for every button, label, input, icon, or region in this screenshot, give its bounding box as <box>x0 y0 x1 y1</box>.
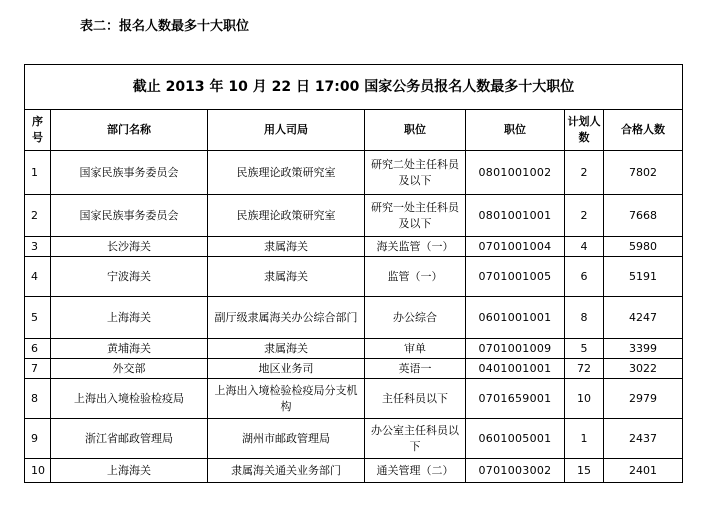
planned-count-cell: 8 <box>565 297 604 339</box>
bureau-cell: 地区业务司 <box>208 359 365 379</box>
qualified-count-cell: 7668 <box>604 195 683 237</box>
position-cell: 监管（一） <box>365 257 466 297</box>
row-index: 9 <box>25 419 51 459</box>
bureau-cell: 民族理论政策研究室 <box>208 195 365 237</box>
table-row <box>25 151 683 195</box>
position-cell: 办公综合 <box>365 297 466 339</box>
row-index: 6 <box>25 339 51 359</box>
header-bureau: 用人司局 <box>208 110 365 151</box>
table-row <box>25 297 683 339</box>
table-row <box>25 459 683 483</box>
planned-count-cell: 4 <box>565 237 604 257</box>
header-position: 职位 <box>365 110 466 151</box>
department-cell: 上海海关 <box>51 297 208 339</box>
position-code-cell: 0801001001 <box>466 195 565 237</box>
position-code-cell: 0601001001 <box>466 297 565 339</box>
position-code-cell: 0701001004 <box>466 237 565 257</box>
qualified-count-cell: 5191 <box>604 257 683 297</box>
bureau-cell: 隶属海关 <box>208 339 365 359</box>
row-index: 1 <box>25 151 51 195</box>
department-cell: 国家民族事务委员会 <box>51 151 208 195</box>
position-code-cell: 0701659001 <box>466 379 565 419</box>
header-qualified: 合格人数 <box>604 110 683 151</box>
row-index: 5 <box>25 297 51 339</box>
table-row <box>25 419 683 459</box>
table-caption: 表二：报名人数最多十大职位 <box>80 19 250 34</box>
data-table <box>24 64 683 483</box>
position-code-cell: 0601005001 <box>466 419 565 459</box>
table-row <box>25 359 683 379</box>
bureau-cell: 上海出入境检验检疫局分支机构 <box>208 379 365 419</box>
table-row <box>25 379 683 419</box>
header-index: 序号 <box>25 110 51 151</box>
planned-count-cell: 2 <box>565 151 604 195</box>
header-planned: 计划人数 <box>565 110 604 151</box>
planned-count-cell: 72 <box>565 359 604 379</box>
position-cell: 海关监管（一） <box>365 237 466 257</box>
bureau-cell: 隶属海关 <box>208 257 365 297</box>
qualified-count-cell: 2401 <box>604 459 683 483</box>
department-cell: 宁波海关 <box>51 257 208 297</box>
planned-count-cell: 1 <box>565 419 604 459</box>
position-cell: 研究二处主任科员及以下 <box>365 151 466 195</box>
header-department: 部门名称 <box>51 110 208 151</box>
position-cell: 通关管理（二） <box>365 459 466 483</box>
table-row <box>25 195 683 237</box>
position-code-cell: 0401001001 <box>466 359 565 379</box>
position-cell: 研究一处主任科员及以下 <box>365 195 466 237</box>
position-cell: 英语一 <box>365 359 466 379</box>
position-cell: 主任科员以下 <box>365 379 466 419</box>
bureau-cell: 湖州市邮政管理局 <box>208 419 365 459</box>
table-row <box>25 339 683 359</box>
bureau-cell: 副厅级隶属海关办公综合部门 <box>208 297 365 339</box>
header-position-code: 职位 <box>466 110 565 151</box>
qualified-count-cell: 4247 <box>604 297 683 339</box>
planned-count-cell: 15 <box>565 459 604 483</box>
position-code-cell: 0701001009 <box>466 339 565 359</box>
planned-count-cell: 5 <box>565 339 604 359</box>
bureau-cell: 隶属海关 <box>208 237 365 257</box>
planned-count-cell: 2 <box>565 195 604 237</box>
department-cell: 浙江省邮政管理局 <box>51 419 208 459</box>
department-cell: 上海海关 <box>51 459 208 483</box>
qualified-count-cell: 2437 <box>604 419 683 459</box>
department-cell: 长沙海关 <box>51 237 208 257</box>
qualified-count-cell: 2979 <box>604 379 683 419</box>
position-code-cell: 0701001005 <box>466 257 565 297</box>
qualified-count-cell: 3399 <box>604 339 683 359</box>
header-row <box>25 110 683 151</box>
department-cell: 外交部 <box>51 359 208 379</box>
bureau-cell: 民族理论政策研究室 <box>208 151 365 195</box>
qualified-count-cell: 3022 <box>604 359 683 379</box>
planned-count-cell: 6 <box>565 257 604 297</box>
position-code-cell: 0701003002 <box>466 459 565 483</box>
qualified-count-cell: 7802 <box>604 151 683 195</box>
planned-count-cell: 10 <box>565 379 604 419</box>
row-index: 10 <box>25 459 51 483</box>
position-code-cell: 0801001002 <box>466 151 565 195</box>
row-index: 7 <box>25 359 51 379</box>
row-index: 8 <box>25 379 51 419</box>
department-cell: 黄埔海关 <box>51 339 208 359</box>
table-row <box>25 257 683 297</box>
table-title: 截止 2013 年 10 月 22 日 17:00 国家公务员报名人数最多十大职位 <box>25 65 683 110</box>
bureau-cell: 隶属海关通关业务部门 <box>208 459 365 483</box>
position-cell: 办公室主任科员以下 <box>365 419 466 459</box>
qualified-count-cell: 5980 <box>604 237 683 257</box>
position-cell: 审单 <box>365 339 466 359</box>
department-cell: 国家民族事务委员会 <box>51 195 208 237</box>
row-index: 3 <box>25 237 51 257</box>
department-cell: 上海出入境检验检疫局 <box>51 379 208 419</box>
row-index: 2 <box>25 195 51 237</box>
table-row <box>25 237 683 257</box>
row-index: 4 <box>25 257 51 297</box>
